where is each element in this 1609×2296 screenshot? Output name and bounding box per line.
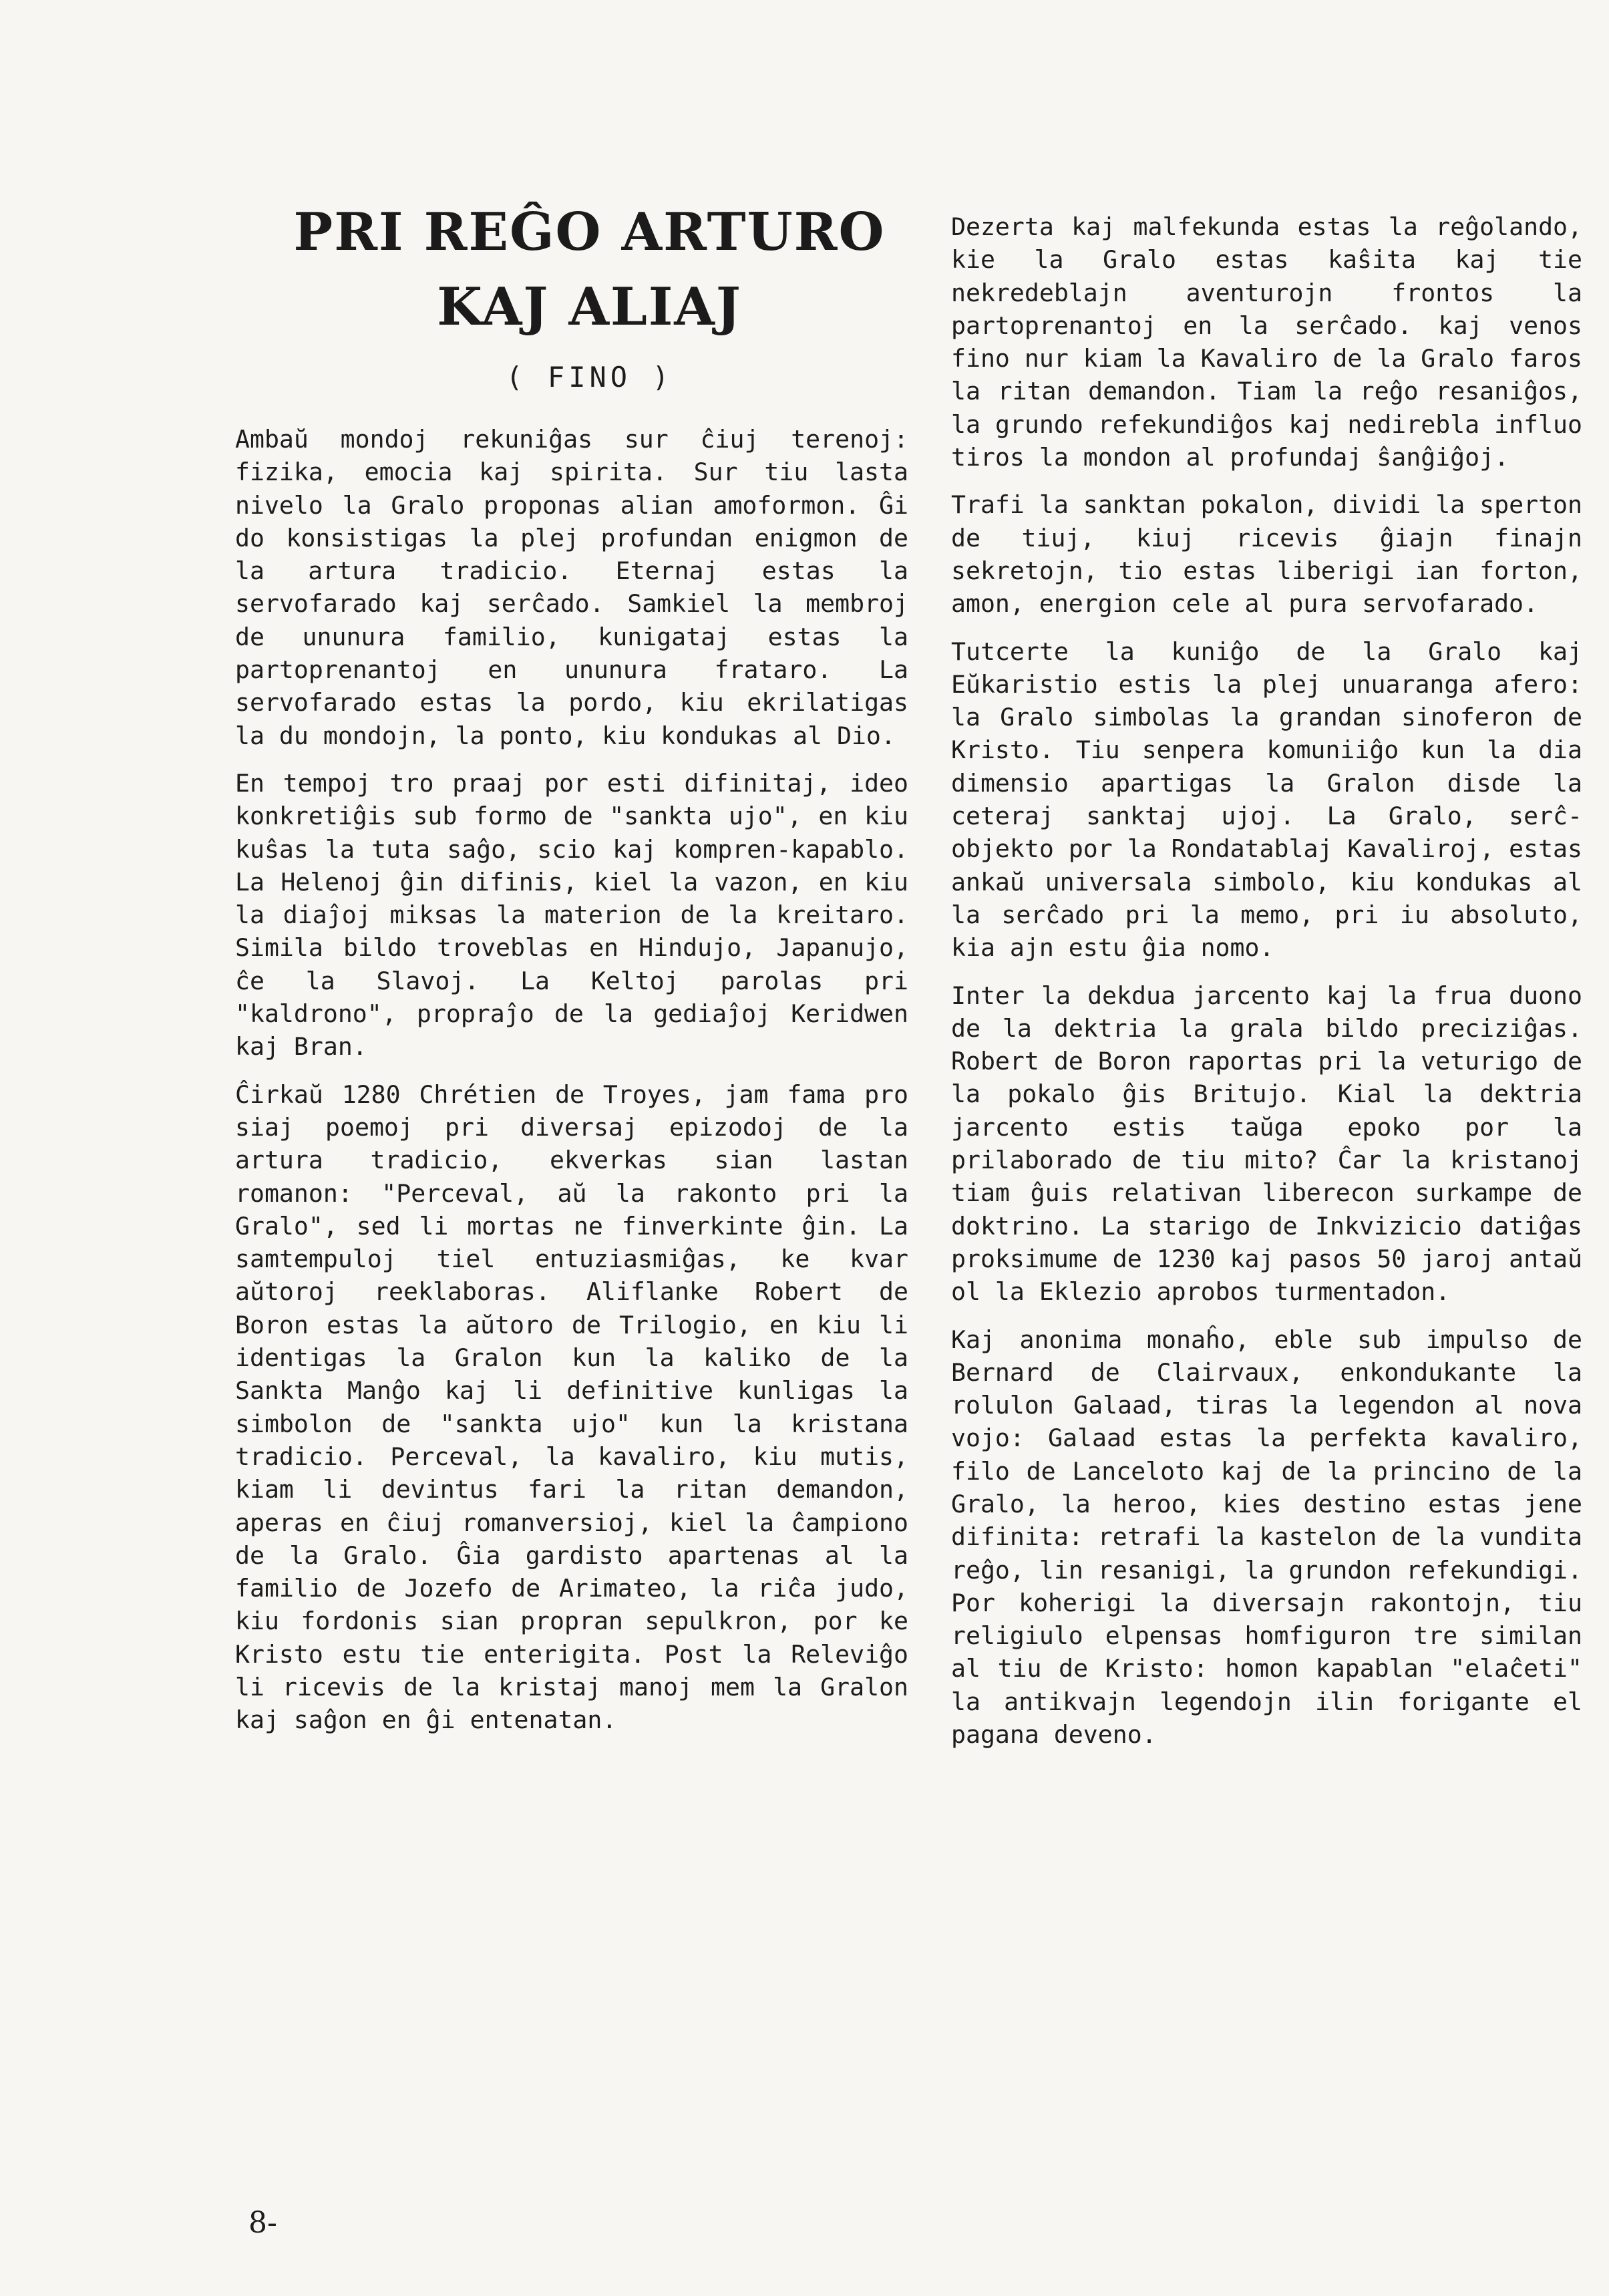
paragraph: Ĉirkaŭ 1280 Chrétien de Troyes, jam fama pro siaj poemoj pri diversaj epizodoj de la artura tradicio, ekverkas sian lastan romanon: "Perceval, aŭ la rakonto pri la Gralo", sed li mortas ne finverkinte ĝin. La samtempuloj tiel entuziasmiĝas, ke kvar aŭtoroj reeklaboras. Aliflanke Robert de Boron estas la aŭtoro de Trilogio, en kiu li identigas la Gralon kun la kaliko de la Sankta Manĝo kaj li definitive kunligas la simbolon de "sankta ujo" kun la kristana tradicio. Perceval, la kavaliro, kiu mutis, kiam li devintus fari la ritan demandon, aperas en ĉiuj romanversioj, kiel la ĉampiono de la Gralo. Ĝia gardisto apartenas al la familio de Jozefo de Arimateo, la riĉa judo, kiu fordonis sian propran sepulkron, por ke Kristo estu tie enterigita. Post la Releviĝo li ricevis de la kristaj manoj mem la Gralon kaj saĝon en ĝi entenatan. [235,1080,908,1735]
paragraph: Dezerta kaj malfekunda estas la reĝolando, kie la Gralo estas kaŝita kaj tie nekredeblajn aventurojn frontos la partoprenantoj en la serĉado. kaj venos fino nur kiam la Kavaliro de la Gralo faros la ritan demandon. Tiam la reĝo resaniĝos, la grundo refekundiĝos kaj nedirebla influo tiros la mondon al profundaj ŝanĝiĝoj. [951,212,1582,472]
paragraph: Tutcerte la kuniĝo de la Gralo kaj Eŭkaristio estis la plej unuaranga afero: la Gralo simbolas la grandan sinoferon de Kristo. Tiu senpera komuniiĝo kun la dia dimensio apartigas la Gralon disde la ceteraj sanktaj ujoj. La Gralo, serĉ-objekto por la Rondatablaj Kavaliroj, estas ankaŭ universala simbolo, kiu kondukas al la serĉado pri la memo, pri iu absoluto, kia ajn estu ĝia nomo. [951,637,1582,963]
page-number: 8- [248,2206,277,2240]
right-column [951,210,1582,1766]
article-subtitle: ( FINO ) [506,361,673,393]
article-title-line-2: KAJ ALIAJ [437,277,742,337]
paragraph: Kaj anonima monaĥo, eble sub impulso de Bernard de Clairvaux, enkondukante la rolulon Galaad, tiras la legendon al nova vojo: Galaad estas la perfekta kavaliro, filo de Lanceloto kaj de la princino de la Gralo, la heroo, kies destino estas jene difinita: retrafi la kastelon de la vundita reĝo, lin resanigi, la grundon refekundigi. Por koherigi la diversajn rakontojn, tiu religiulo elpensas homfiguron tre similan al tiu de Kristo: homon kapablan "elaĉeti" la antikvajn legendojn ilin forigante el pagana deveno. [951,1325,1582,1750]
paragraph: Trafi la sanktan pokalon, dividi la sperton de tiuj, kiuj ricevis ĝiajn finajn sekretojn, tio estas liberigi ian forton, amon, energion cele al pura servofarado. [951,490,1582,619]
article-title [240,195,938,345]
left-column [235,423,908,1752]
paragraph: Inter la dekdua jarcento kaj la frua duono de la dektria la grala bildo preciziĝas. Robert de Boron raportas pri la veturigo de la pokalo ĝis Britujo. Kial la dektria jarcento estis taŭga epoko por la prilaborado de tiu mito? Ĉar la kristanoj tiam ĝuis relativan liberecon surkampe de doktrino. La starigo de Inkvizicio datiĝas proksimume de 1230 kaj pasos 50 jaroj antaŭ ol la Eklezio aprobos turmentadon. [951,981,1582,1307]
paragraph: En tempoj tro praaj por esti difinitaj, ideo konkretiĝis sub formo de "sankta ujo", en kiu kuŝas la tuta saĝo, scio kaj kompren-kapablo. La Helenoj ĝin difinis, kiel la vazon, en kiu la diaĵoj miksas la materion de la kreitaro. Simila bildo troveblas en Hindujo, Japanujo, ĉe la Slavoj. La Keltoj parolas pri "kaldrono", propraĵo de la gediaĵoj Keridwen kaj Bran. [235,768,908,1061]
article-title-line-1: PRI REĜO ARTURO [293,202,886,263]
paragraph: Ambaŭ mondoj rekuniĝas sur ĉiuj terenoj: fizika, emocia kaj spirita. Sur tiu lasta nivelo la Gralo proponas alian amoformon. Ĝi do konsistigas la plej profundan enigmon de la artura tradicio. Eternaj estas la servofarado kaj serĉado. Samkiel la membroj de ununura familio, kunigataj estas la partoprenantoj en ununura frataro. La servofarado estas la pordo, kiu ekrilatigas la du mondojn, la ponto, kiu kondukas al Dio. [235,425,908,750]
